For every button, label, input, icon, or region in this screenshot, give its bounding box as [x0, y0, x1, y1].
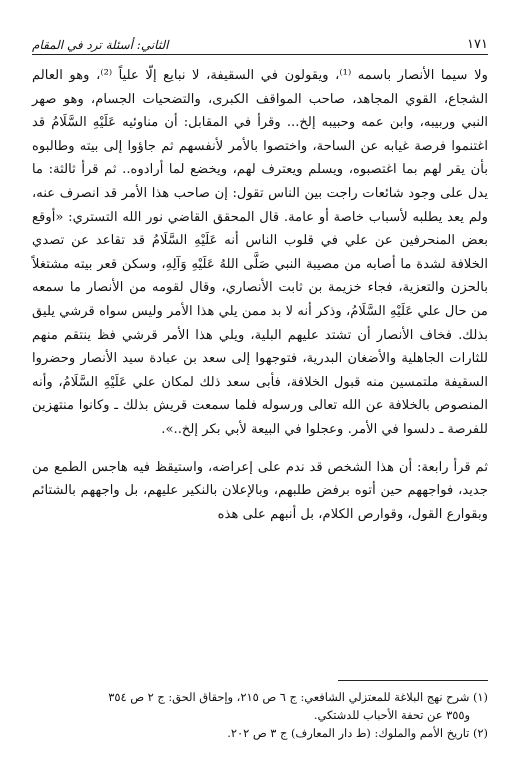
footnotes	[32, 688, 488, 742]
footnote-1-continuation: و٣٥٥ عن تحفة الأحباب للدشتكي.	[313, 708, 470, 722]
footnote-separator	[338, 680, 488, 681]
main-text	[32, 64, 488, 526]
running-title: الثاني: أسئلة ترد في المقام	[32, 38, 169, 52]
running-header	[32, 32, 488, 52]
page-number: ١٧١	[467, 37, 488, 52]
footnote-2: (٢) تاريخ الأمم والملوك: (ط دار المعارف) ج ٣ ص ٢٠٢.	[227, 726, 488, 740]
footnote-1: (١) شرح نهج البلاغة للمعتزلي الشافعي: ج ٦ ص ٢١٥، وإحقاق الحق: ج ٢ ص ٣٥٤	[108, 690, 488, 704]
paragraph-2: ثم قرأ رابعة: أن هذا الشخص قد ندم على إعراضه، واستيقظ فيه هاجس الطمع من جديد، فواجههم حين أتوه برفض طلبهم، وبالإعلان بالنكير عليهم، بل واجههم بالشتائم وبقوارع القول، وقوارص الكلام، بل أنبهم على هذه	[32, 459, 488, 522]
paragraph-1: ولا سيما الأنصار باسمه ⁽¹⁾، ويقولون في السقيفة، لا نبايع إلّا علياً ⁽²⁾، وهو العالم الشجاع، القوي المجاهد، صاحب المواقف الكبرى، والتضحيات الجسام، وهو صهر النبي وربيبه، وابن عمه وحبيبه إلخ... وقرأ في المقابل: أن مناوئيه عَلَيْهِ السَّلَامُ قد اغتنموا فرصة غيابه عن الساحة، واختصوا بالأمر لأنفسهم ثم جاؤوا إلى بيته وطالبوه بأن يقر لهم بما اغتصبوه، ويسلم ويعترف لهم، ويخضع لما أرادوه.. ثم قرأ ثالثة: ما يدل على وجود شائعات راجت بين الناس تقول: إن صاحب هذا الأمر قد انصرف عنه، ولم يعد يطلبه لأسباب خاصة أو عامة. قال المحقق القاضي نور الله التستري: «أوقع بعض المنحرفين عن علي في قلوب الناس أنه عَلَيْهِ السَّلَامُ قد تقاعد عن تصدي الخلافة لشدة ما أصابه من مصيبة النبي صَلَّى اللهُ عَلَيْهِ وَآلِهِ، وسكن قعر بيته مشتغلاً بالحزن والتعزية، فجاء خزيمة بن ثابت الأنصاري، وقال لقومه من الأنصار ما سمعه من حال علي عَلَيْهِ السَّلَامُ، وذكر أنه لا بد ممن يلي هذا الأمر وليس سواه قرشي يليق بذلك. فخاف الأنصار أن تشتد عليهم البلية، ويلي هذا الأمر قرشي فظ ينتقم منهم للثارات الجاهلية والأضغان البدرية، فتوجهوا إلى سعد بن عبادة سيد الأنصار وحضروا السقيفة ملتمسين منه قبول الخلافة، فأبى سعد ذلك لمكان علي عَلَيْهِ السَّلَامُ، وأنه المنصوص بالخلافة عن الله تعالى ورسوله فلما سمعت قريش بذلك ـ وكانوا منتهزين للفرصة ـ دلسوا في الأمر. وعجلوا في البيعة لأبي بكر إلخ..».	[32, 68, 488, 437]
header-rule	[32, 54, 488, 55]
